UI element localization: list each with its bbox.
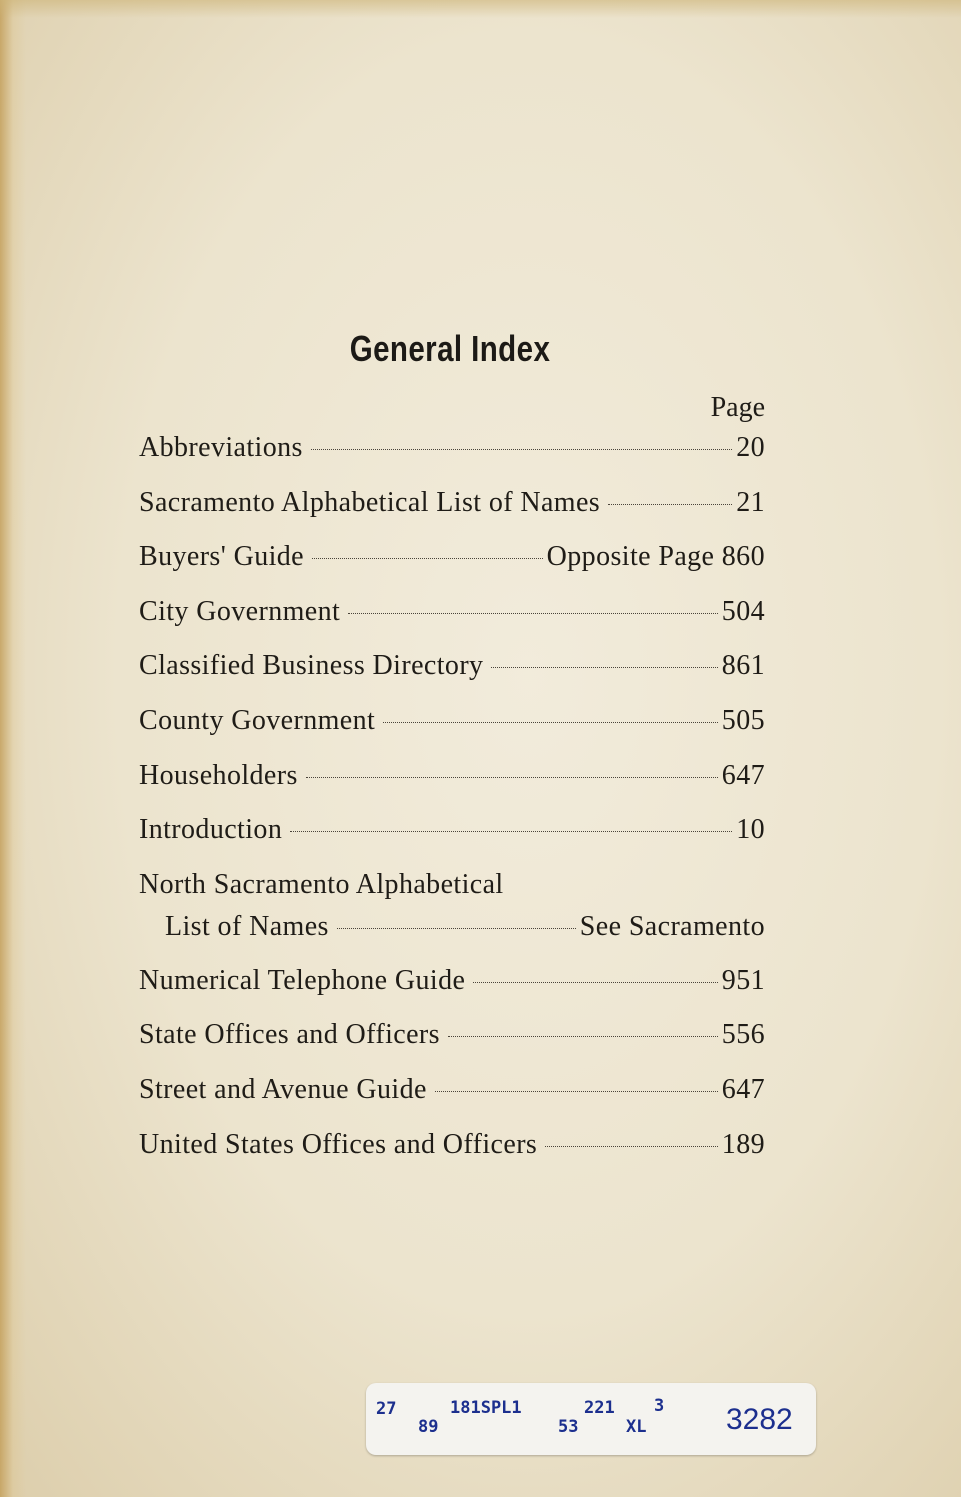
entry-page: 951 — [721, 964, 765, 996]
entry-page: 647 — [721, 1073, 765, 1105]
index-entry-buyers-guide — [139, 541, 765, 596]
entry-page: 556 — [721, 1019, 765, 1051]
dot-leader — [491, 667, 717, 668]
dot-leader — [337, 928, 576, 929]
dot-leader — [473, 982, 717, 983]
dot-leader — [306, 777, 718, 778]
index-entry-householders — [139, 760, 765, 815]
entry-page: 504 — [721, 595, 765, 627]
index-entry-city-government — [139, 596, 765, 651]
label-number: 3282 — [726, 1403, 793, 1436]
index-entry-classified-directory — [139, 650, 765, 705]
entry-label-line2: List of Names — [165, 910, 329, 942]
entry-label: State Offices and Officers — [139, 1019, 440, 1051]
entry-page: 20 — [736, 432, 765, 463]
entry-label: Classified Business Directory — [139, 650, 484, 682]
index-entry-sacramento-names — [139, 487, 765, 542]
index-list — [139, 432, 765, 1183]
index-entry-telephone-guide — [139, 965, 765, 1020]
entry-label: United States Offices and Officers — [139, 1128, 538, 1160]
label-code: 53 — [558, 1417, 579, 1437]
entry-page: 861 — [721, 650, 765, 682]
label-code: 181SPL1 — [450, 1398, 522, 1418]
entry-continuation — [139, 911, 765, 943]
entry-page: See Sacramento — [579, 910, 765, 942]
index-entry-north-sacramento — [139, 869, 765, 965]
label-code: 221 — [584, 1398, 615, 1418]
label-code: 27 — [376, 1399, 397, 1419]
dot-leader — [608, 504, 732, 505]
index-entry-county-government — [139, 705, 765, 760]
page-title: General Index — [349, 328, 551, 369]
entry-page: 647 — [721, 759, 765, 791]
entry-label: Abbreviations — [139, 432, 303, 463]
entry-page: 10 — [736, 814, 765, 846]
library-barcode-label — [366, 1383, 816, 1455]
entry-label: Street and Avenue Guide — [139, 1073, 427, 1105]
dot-leader — [448, 1036, 718, 1037]
dot-leader — [435, 1091, 718, 1092]
entry-page: 505 — [721, 704, 765, 736]
dot-leader — [383, 722, 718, 723]
index-entry-abbreviations — [139, 432, 765, 487]
entry-label: County Government — [139, 704, 376, 736]
entry-label: Householders — [139, 759, 298, 791]
dot-leader — [348, 613, 718, 614]
page-column-header: Page — [710, 392, 765, 423]
entry-page: 189 — [721, 1128, 765, 1160]
index-entry-us-offices — [139, 1129, 765, 1184]
entry-page: Opposite Page 860 — [546, 541, 765, 573]
dot-leader — [545, 1146, 718, 1147]
entry-label: Numerical Telephone Guide — [139, 964, 466, 996]
dot-leader — [290, 831, 732, 832]
entry-label: Sacramento Alphabetical List of Names — [139, 486, 601, 518]
entry-label: Introduction — [139, 814, 283, 846]
entry-label: Buyers' Guide — [139, 541, 304, 573]
entry-label: City Government — [139, 595, 341, 627]
index-entry-introduction — [139, 814, 765, 869]
entry-page: 21 — [736, 486, 765, 518]
entry-label-line1: North Sacramento Alphabetical — [139, 868, 504, 900]
dot-leader — [311, 449, 732, 450]
index-entry-state-offices — [139, 1019, 765, 1074]
label-code: 89 — [418, 1417, 439, 1437]
label-code: XL — [626, 1417, 647, 1437]
index-entry-street-guide — [139, 1074, 765, 1129]
dot-leader — [312, 558, 543, 559]
label-code: 3 — [654, 1396, 665, 1416]
